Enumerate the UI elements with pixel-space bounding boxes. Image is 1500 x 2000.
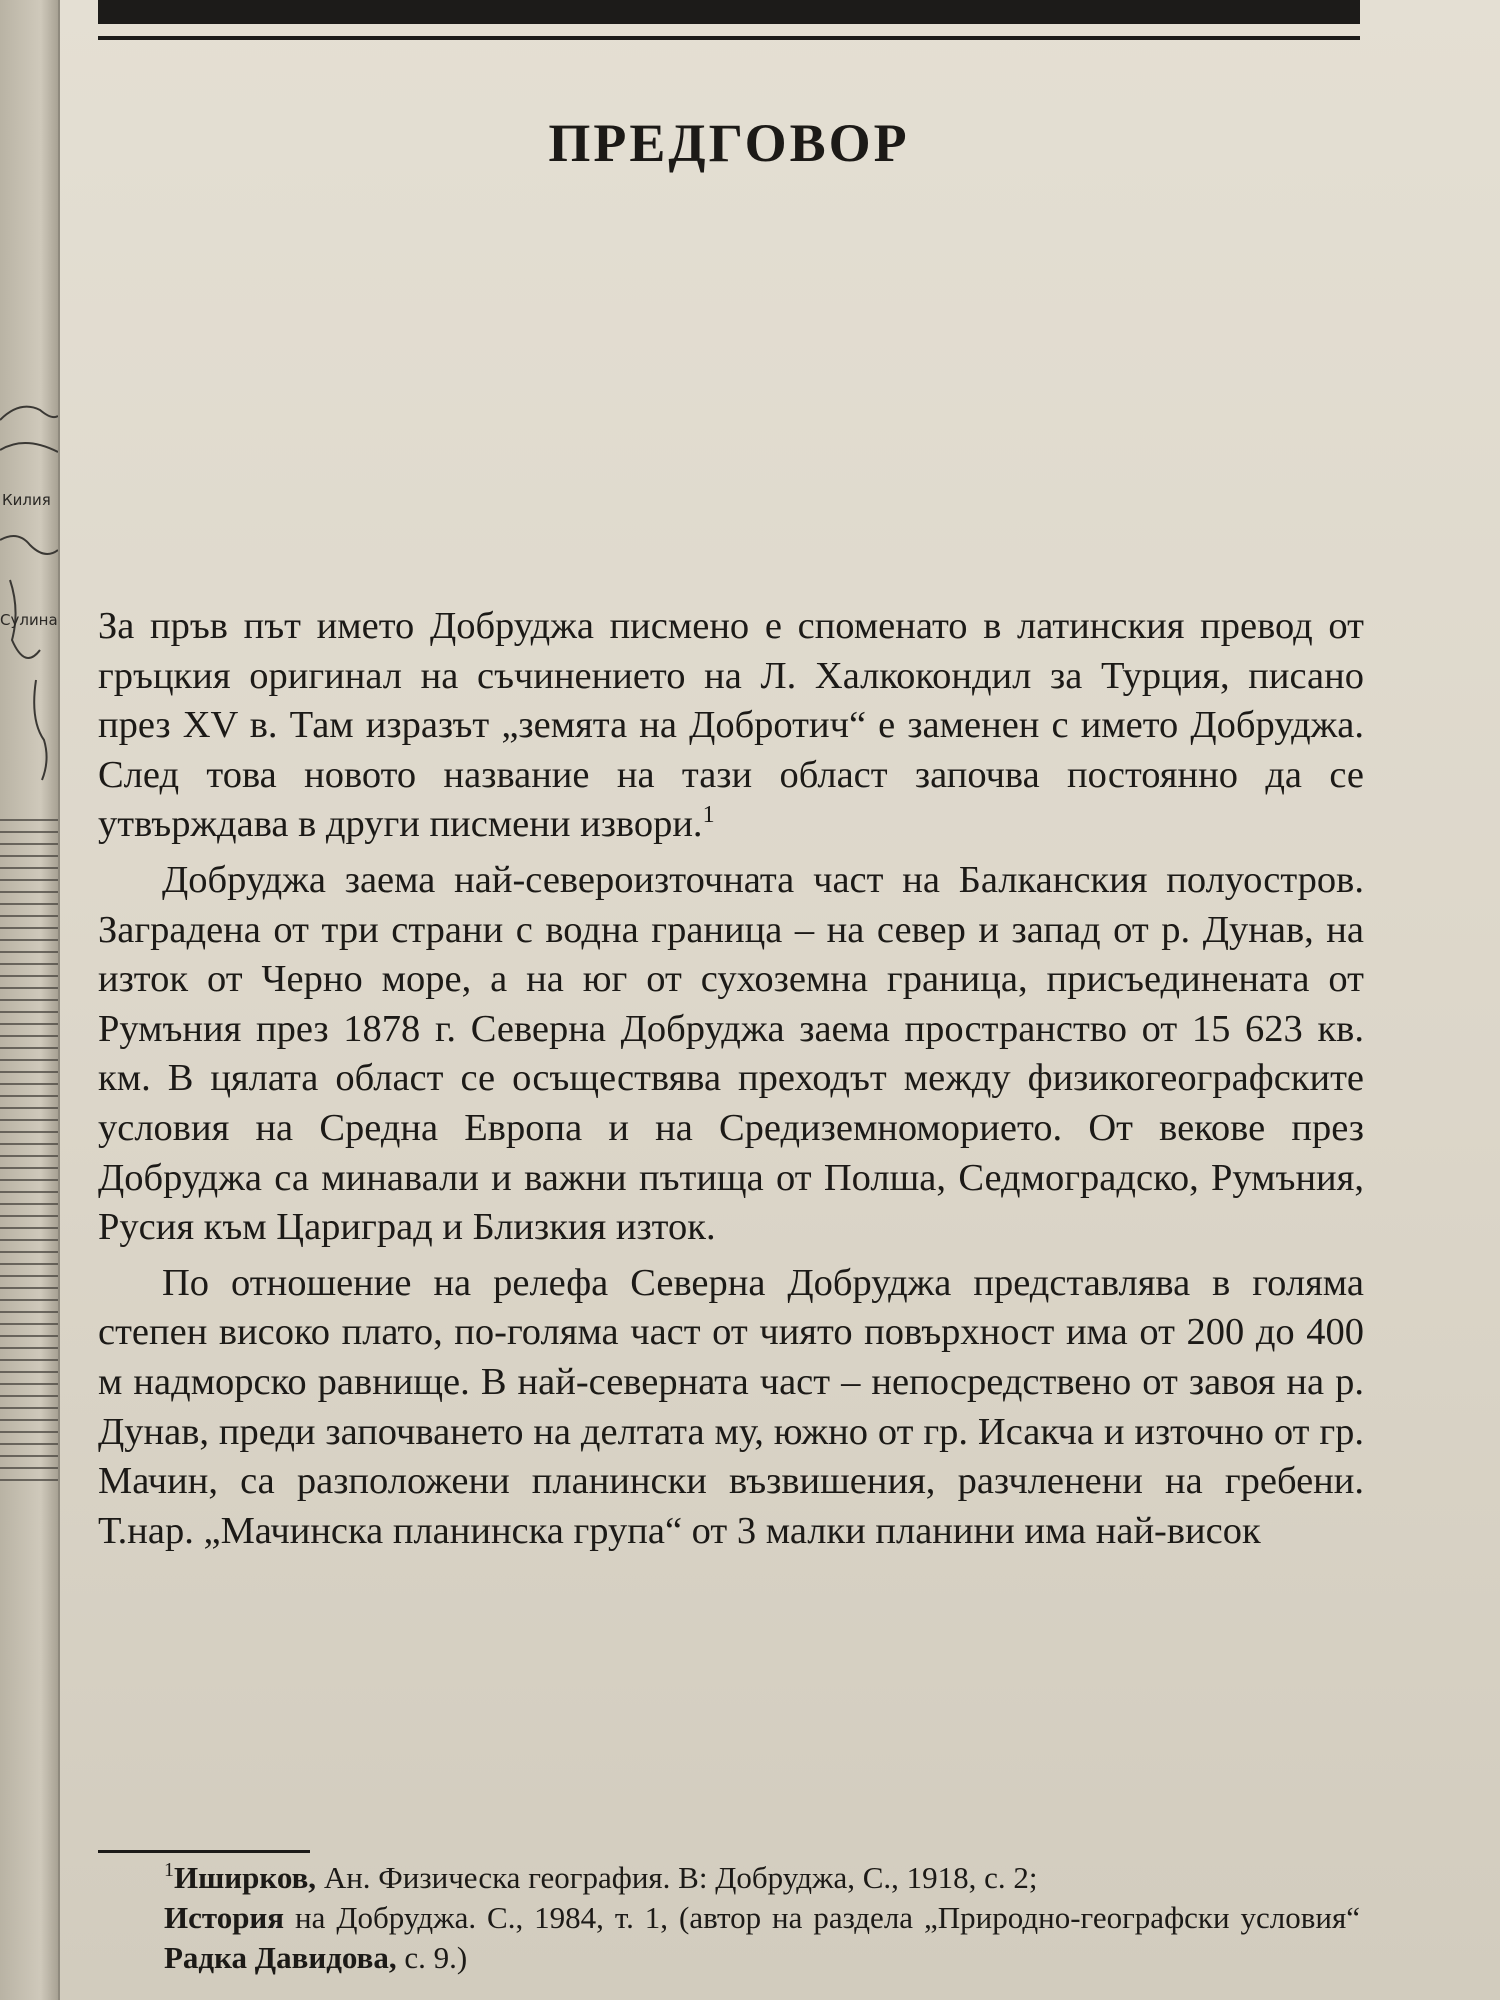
- map-sea-hatching: [0, 820, 58, 1480]
- paragraph-1-text: За пръв път името Добруджа писмено е споменато в латинския превод от гръцкия оригинал на съчинението на Л. Халкокондил за Турция, писано през XV в. Там изразът „земята на Добротич“ е заменен с името Добруджа. След това новото название на тази област започва постоянно да се утвърждава в други писмени извори.: [98, 605, 1364, 846]
- footnote-reference: 1: [702, 802, 715, 829]
- facing-page-edge: [0, 0, 60, 2000]
- footnote-text-1: Ан. Физическа география. В: Добруджа, С., 1918, с. 2;: [316, 1860, 1038, 1895]
- footnote-text-3: с. 9.): [396, 1940, 468, 1975]
- header-rule-thick: [98, 0, 1360, 24]
- map-fragment: [0, 380, 58, 1680]
- footnote-author-2: История: [164, 1900, 285, 1935]
- footnote-mark: 1: [164, 1859, 174, 1881]
- footnote-author-3: Радка Давидова,: [164, 1940, 397, 1975]
- header-rule-thin: [98, 36, 1360, 40]
- paragraph-2: Добруджа заема най-североизточната част на Балканския полуостров. Заградена от три страни с водна граница – на север и запад от р. Дунав, на изток от Черно море, а на юг от сухоземна граница, присъединената от Румъния през 1878 г. Северна Добруджа заема пространство от 15 623 кв. км. В цялата област се осъществява преходът между физикогеографските условия на Средна Европа и на Средиземноморието. От векове през Добруджа са минавали и важни пътища от Полша, Седмоградско, Румъния, Русия към Цариград и Близкия изток.: [98, 858, 1364, 1249]
- footnote-rule: [98, 1850, 310, 1853]
- page-title: ПРЕДГОВОР: [548, 113, 910, 173]
- map-label-kiliya: Килия: [2, 491, 51, 509]
- paragraph-3: По отношение на релефа Северна Добруджа представлява в голяма степен високо плато, по-голяма част от чиято повърхност има от 200 до 400 м надморско равнище. В най-северната част – непосредствено от завоя на р. Дунав, преди започването на делтата му, южно от гр. Исакча и източно от гр. Мачин, са разположени планински възвишения, разчленени на гребени. Т.нар. „Мачинска планинска група“ от 3 малки планини има най-висок: [98, 1261, 1364, 1552]
- body-text: [98, 602, 1364, 1556]
- footnote-author-1: Иширков,: [174, 1860, 317, 1895]
- map-label-sulina: Сулина: [0, 611, 58, 629]
- footnote: [98, 1858, 1360, 1978]
- book-page: [60, 0, 1500, 2000]
- footnote-line: [98, 1858, 1360, 1978]
- paragraph-1: [98, 602, 1364, 850]
- footnote-text-2: на Добруджа. С., 1984, т. 1, (автор на раздела „Природно-географски условия“: [284, 1900, 1360, 1935]
